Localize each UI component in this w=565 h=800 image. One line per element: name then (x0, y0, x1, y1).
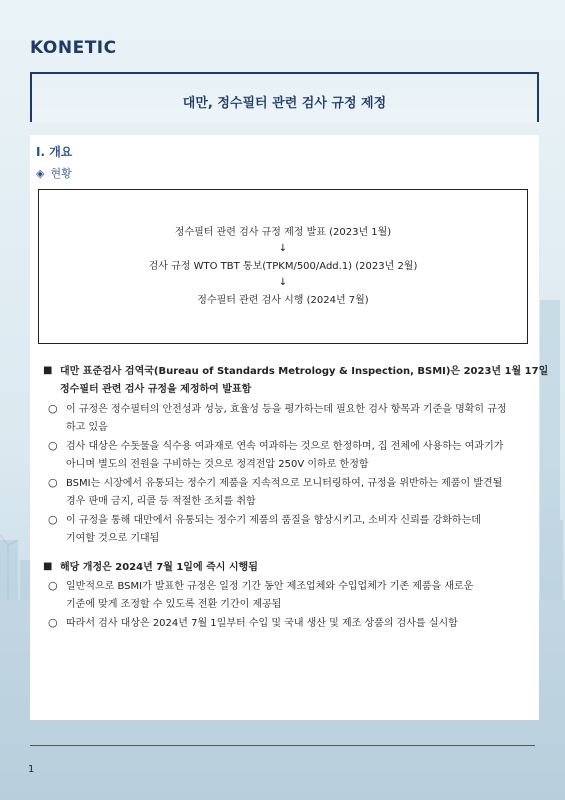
circle-bullet-icon: ○ (48, 513, 58, 526)
list-item: BSMI는 시장에서 유통되는 정수기 제품을 지속적으로 모니터링하여, 규정을 위반하는 제품이 발견될 (66, 478, 503, 489)
list-item: 이 규정은 정수필터의 안전성과 성능, 효율성 등을 평가하는데 필요한 검사 항목과 기준을 명확히 규정 (66, 404, 507, 415)
timeline-step-3: 정수필터 관련 검사 시행 (2024년 7월) (197, 295, 369, 306)
konetic-logo: KONETIC (30, 38, 117, 58)
list-item: 따라서 검사 대상은 2024년 7월 1일부터 수입 및 국내 생산 및 제조 상품의 검사를 실시함 (66, 618, 458, 629)
section-subtitle (36, 165, 72, 181)
list-item-cont: 기준에 맞게 조정할 수 있도록 전환 기간이 제공됨 (66, 599, 282, 610)
square-bullet-icon: ■ (43, 561, 53, 572)
list-item-cont: 기여할 것으로 기대됨 (66, 533, 160, 544)
circle-bullet-icon: ○ (48, 476, 58, 489)
arrow-down-icon: ↓ (278, 277, 288, 288)
bullet-heading-line1: 해당 개정은 2024년 7월 1일에 즉시 시행됨 (60, 562, 258, 573)
list-item: 검사 대상은 수돗물을 식수용 여과재로 연속 여과하는 것으로 한정하며, 집 전체에 사용하는 여과기가 (66, 441, 504, 452)
content-panel (30, 135, 549, 720)
square-bullet-icon: ■ (43, 365, 53, 376)
timeline-step-1: 정수필터 관련 검사 규정 제정 발표 (2023년 1월) (174, 227, 392, 238)
bullet-heading-line1: 대만 표준검사 검역국(Bureau of Standards Metrology & Inspection, BSMI)은 2023년 1월 17일 (60, 366, 549, 377)
circle-bullet-icon: ○ (48, 616, 58, 629)
footer-divider (30, 745, 535, 746)
list-item: 이 규정을 통해 대만에서 유통되는 정수기 제품의 품질을 향상시키고, 소비자 신뢰를 강화하는데 (66, 515, 481, 526)
list-item-cont: 아니며 별도의 전원을 구비하는 것으로 정격전압 250V 이하로 한정함 (66, 459, 369, 470)
diamond-icon: ◈ (36, 167, 45, 180)
list-item: 일반적으로 BSMI가 발표한 규정은 일정 기간 동안 제조업체와 수입업체가 기존 제품을 새로운 (66, 581, 474, 592)
list-item-cont: 경우 판매 금지, 리콜 등 적절한 조치를 취함 (66, 496, 256, 507)
subtitle-text: 현황 (50, 167, 72, 180)
section-title: I. 개요 (36, 145, 73, 159)
timeline-step-2: 검사 규정 WTO TBT 통보(TPKM/500/Add.1) (2023년 2월) (148, 261, 418, 272)
document-title: 대만, 정수필터 관련 검사 규정 제정 (182, 96, 387, 111)
page-number: 1 (28, 764, 35, 775)
circle-bullet-icon: ○ (48, 579, 58, 592)
timeline-box (38, 189, 528, 344)
list-item-cont: 하고 있음 (66, 422, 108, 433)
circle-bullet-icon: ○ (48, 439, 58, 452)
arrow-down-icon: ↓ (278, 243, 288, 254)
bullet-heading-line2: 정수필터 관련 검사 규정을 제정하여 발표함 (60, 384, 252, 395)
title-banner (30, 72, 539, 122)
circle-bullet-icon: ○ (48, 402, 58, 415)
